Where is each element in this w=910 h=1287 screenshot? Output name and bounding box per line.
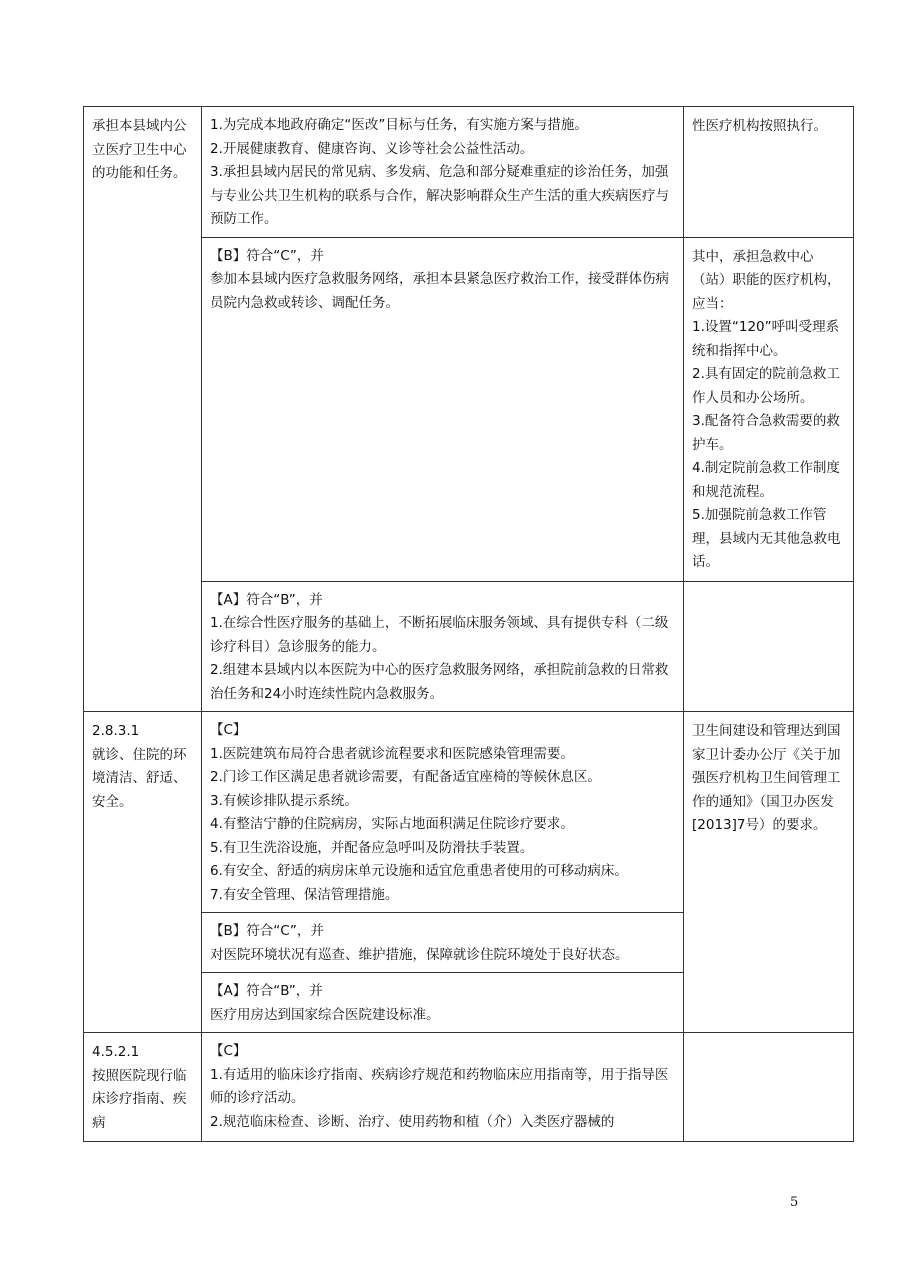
- item-number: 2.8.3.1: [92, 723, 140, 739]
- note-text: 卫生间建设和管理达到国家卫计委办公厅《关于加强医疗机构卫生间管理工作的通知》（国卫办医发[2013]7号）的要求。: [692, 723, 841, 833]
- criteria-line: 1.有适用的临床诊疗指南、疾病诊疗规范和药物临床应用指南等，用于指导医师的诊疗活动。: [210, 1066, 669, 1106]
- item-number: 4.5.2.1: [92, 1044, 140, 1060]
- criteria-b-cell: [202, 913, 684, 973]
- item-text: 承担本县域内公立医疗卫生中心的功能和任务。: [92, 118, 187, 181]
- criteria-line: 4.有整洁宁静的住院病房，实际占地面积满足住院诊疗要求。: [210, 816, 574, 832]
- note-text: 2.具有固定的院前急救工作人员和办公场所。: [692, 366, 840, 406]
- criteria-line: 2.门诊工作区满足患者就诊需要，有配备适宜座椅的等候休息区。: [210, 769, 601, 785]
- criteria-line: 对医院环境状况有巡查、维护措施，保障就诊住院环境处于良好状态。: [210, 946, 629, 963]
- grade-heading: 【A】符合“B”，并: [210, 591, 323, 608]
- note-cell: [684, 1033, 854, 1142]
- criteria-line: 参加本县域内医疗急救服务网络，承担本县紧急医疗救治工作，接受群体伤病员院内急救或转诊、调配任务。: [210, 271, 669, 311]
- grade-heading: 【B】符合“C”，并: [210, 247, 324, 264]
- note-text: 3.配备符合急救需要的救护车。: [692, 413, 840, 453]
- grade-heading: 【A】符合“B”，并: [210, 983, 323, 999]
- item-cell: [84, 1033, 202, 1142]
- item-cell: [84, 107, 202, 712]
- criteria-line: 5.有卫生洗浴设施，并配备应急呼叫及防滑扶手装置。: [210, 839, 534, 856]
- note-cell: [684, 581, 854, 712]
- criteria-c-cell: [202, 712, 684, 913]
- criteria-c-cell: [202, 107, 684, 238]
- item-text: 就诊、住院的环境清洁、舒适、安全。: [92, 746, 187, 810]
- note-cell: [684, 107, 854, 238]
- note-text: 5.加强院前急救工作管理，县域内无其他急救电话。: [692, 507, 841, 570]
- criteria-a-cell: [202, 581, 684, 712]
- grade-heading: 【B】符合“C”，并: [210, 923, 324, 939]
- note-text: 其中，承担急救中心（站）职能的医疗机构，应当：: [692, 248, 841, 312]
- note-text: 4.制定院前急救工作制度和规范流程。: [692, 460, 840, 500]
- standards-table: [83, 106, 854, 1142]
- criteria-line: 3.有候诊排队提示系统。: [210, 792, 358, 809]
- note-cell: [684, 712, 854, 1033]
- table-row: [84, 712, 854, 913]
- criteria-line: 1.医院建筑布局符合患者就诊流程要求和医院感染管理需要。: [210, 745, 574, 762]
- table-row: [84, 1033, 854, 1142]
- item-cell: [84, 712, 202, 1033]
- criteria-line: 2.开展健康教育、健康咨询、义诊等社会公益性活动。: [210, 140, 534, 157]
- note-text: 1.设置“120”呼叫受理系统和指挥中心。: [692, 319, 840, 359]
- grade-heading: 【C】: [210, 722, 247, 738]
- item-text: 按照医院现行临床诊疗指南、疾病: [92, 1067, 187, 1131]
- criteria-a-cell: [202, 973, 684, 1033]
- criteria-line: 2.规范临床检查、诊断、治疗、使用药物和植（介）入类医疗器械的: [210, 1113, 615, 1130]
- criteria-line: 6.有安全、舒适的病房床单元设施和适宜危重患者使用的可移动病床。: [210, 863, 628, 879]
- criteria-line: 7.有安全管理、保洁管理措施。: [210, 886, 399, 903]
- criteria-line: 1.为完成本地政府确定“医改”目标与任务，有实施方案与措施。: [210, 117, 588, 133]
- criteria-line: 3.承担县域内居民的常见病、多发病、危急和部分疑难重症的诊治任务，加强与专业公共卫生机构的联系与合作，解决影响群众生产生活的重大疾病医疗与预防工作。: [210, 164, 669, 227]
- criteria-line: 1.在综合性医疗服务的基础上，不断拓展临床服务领域、具有提供专科（二级诊疗科目）急诊服务的能力。: [210, 615, 669, 655]
- criteria-line: 医疗用房达到国家综合医院建设标准。: [210, 1006, 440, 1023]
- page-number: 5: [790, 1195, 799, 1210]
- note-cell: [684, 237, 854, 581]
- criteria-b-cell: [202, 237, 684, 581]
- table-row: [84, 107, 854, 238]
- criteria-line: 2.组建本县域内以本医院为中心的医疗急救服务网络，承担院前急救的日常救治任务和24小时连续性院内急救服务。: [210, 662, 669, 702]
- grade-heading: 【C】: [210, 1043, 247, 1059]
- criteria-c-cell: [202, 1033, 684, 1142]
- note-text: 性医疗机构按照执行。: [692, 118, 827, 134]
